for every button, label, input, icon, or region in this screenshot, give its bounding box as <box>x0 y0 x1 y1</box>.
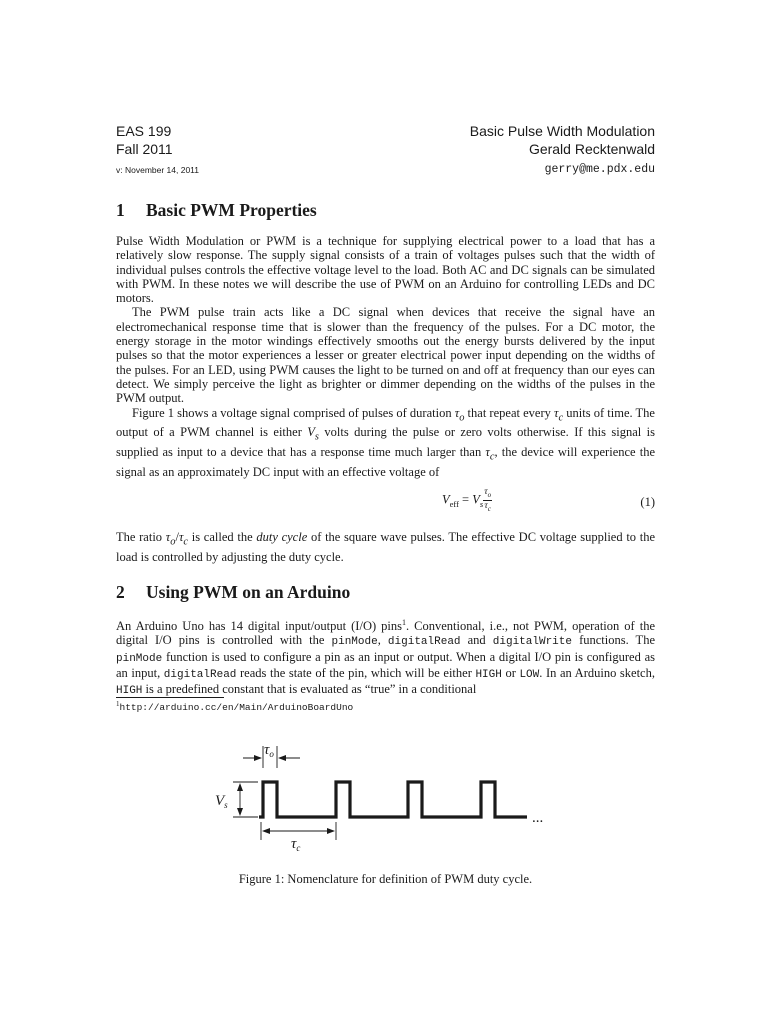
vs-arrowhead-bottom <box>237 808 243 816</box>
course-term: Fall 2011 <box>116 141 173 157</box>
section-1-number: 1 <box>116 200 125 220</box>
author-name: Gerald Recktenwald <box>528 141 655 157</box>
document-title: Basic Pulse Width Modulation <box>469 123 655 139</box>
figure-1-caption: Figure 1: Nomenclature for definition of PWM duty cycle. <box>238 872 533 886</box>
paragraph-pulse-train: The PWM pulse train acts like a DC signal when devices that receive the signal have an electromechanical response time that is slower than the frequency of the pulses. For a DC motor, the energy storage in the motor windings effectively smooths out the energy bursts delivered by the input pulses so that the motor experiences a lesser or greater electrical power input depending on the widths of the pulses. For an LED, using PWM causes the light to be turned on and off at frequency than our eyes can detect. We simply perceive the light as brighter or dimmer depending on the widths of the pulses in the PWM output. <box>116 305 655 406</box>
footnote-1: $^1$http://arduino.cc/en/Main/ArduinoBoardUno <box>116 700 354 714</box>
tau-o-arrowhead-right <box>278 755 286 761</box>
equation-formula: $V_{eff} = V_s$ $\frac{\tau_o}{\tau_c}$ <box>442 487 492 513</box>
section-1-title: Basic PWM Properties <box>146 200 317 220</box>
author-email: gerry@me.pdx.edu <box>544 163 655 176</box>
paragraph-duty-cycle: The ratio $\tau_o/\tau_c$ is called the duty cycle of the square wave pulses. The effective DC voltage supplied to the load is controlled by adjusting the duty cycle. <box>116 530 656 564</box>
tau-o-label: $\tau_o$ <box>264 742 274 759</box>
section-2-number: 2 <box>116 582 125 602</box>
vs-arrowhead-top <box>237 783 243 791</box>
tau-c-arrowhead-left <box>262 828 270 834</box>
equation-fraction: $\frac{\tau_o}{\tau_c}$ <box>484 487 492 513</box>
section-2-title: Using PWM on an Arduino <box>146 582 351 602</box>
pwm-waveform <box>259 782 527 817</box>
equation-number: (1) <box>640 495 655 509</box>
course-code: EAS 199 <box>116 123 172 139</box>
paragraph-intro: Pulse Width Modulation or PWM is a technique for supplying electrical power to a load that has a relatively slow response. The supply signal consists of a train of voltages pulses such that the width of individual pulses controls the effective voltage level to the load. Both AC and DC signals can be simulated with PWM. In these notes we will describe the use of PWM on an Arduino for controlling LEDs and DC motors. <box>116 234 655 306</box>
tau-c-arrowhead-right <box>327 828 335 834</box>
footnote-url[interactable]: http://arduino.cc/en/Main/ArduinoBoardUno <box>119 702 354 714</box>
version-date: v: November 14, 2011 <box>116 165 199 175</box>
paragraph-arduino-pins: An Arduino Uno has 14 digital input/output (I/O) pins$^1$. Conventional, i.e., not PWM, operation of the digital I/O pins is controlled with the pinMode, digitalRead and digitalWrite functions. The pinMode function is used to configure a pin as an input or output. When a digital I/O pin is configured as an input, digitalRead reads the state of the pin, which will be either HIGH or LOW. In an Arduino sketch, HIGH is a predefined constant that is evaluated as “true” in a conditional <box>116 618 655 698</box>
tau-o-arrowhead-left <box>254 755 262 761</box>
vs-label: $V_s$ <box>215 793 228 810</box>
paragraph-figure-ref: Figure 1 shows a voltage signal comprised of pulses of duration $\tau_o$ that repeat every $\tau_c$ units of time. The output of a PWM channel is either $V_s$ volts during the pulse or zero volts otherwise. If this signal is supplied as input to a device that has a response time much larger than $\tau_c$, the device will experience the signal as an approximately DC input with an effective voltage of <box>116 405 655 479</box>
waveform-ellipsis: ... <box>532 810 544 826</box>
tau-c-label: $\tau_c$ <box>291 836 301 853</box>
